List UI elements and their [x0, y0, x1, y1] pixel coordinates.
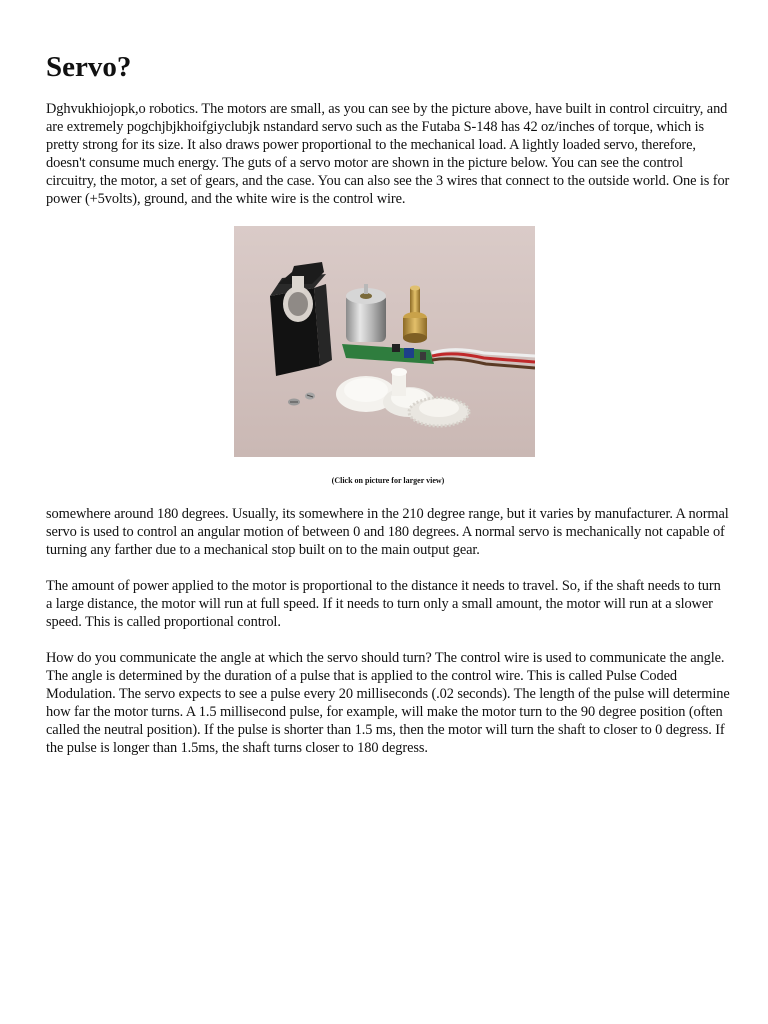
page-title: Servo?	[46, 51, 132, 83]
pulse-paragraph: How do you communicate the angle at which the servo should turn? The control wire is used to communicate the angle. The angle is determined by the duration of a pulse that is applied to the control wire. This is called Pulse Coded Modulation. The servo expects to see a pulse every 20 milliseconds (.02 seconds). The length of the pulse will determine how far the motor turns. A 1.5 millisecond pulse, for example, will make the motor turn to the 90 degree position (often called the neutral position). If the pulse is shorter than 1.5 ms, then the motor will turn the shaft to closer to 0 degress. If the pulse is longer than 1.5ms, the shaft turns closer to 180 degress.	[46, 650, 730, 756]
servo-disassembled-photo	[234, 226, 535, 457]
intro-paragraph: Dghvukhiojopk,o robotics. The motors are small, as you can see by the picture above, have built in control circuitry, and are extremely pogchjbjkhoifgiyclubjk nstandard servo such as the Futaba S-148 has 42 oz/inches of torque, which is pretty strong for its size. It also draws power proportional to the mechanical load. A lightly loaded servo, therefore, doesn't consume much energy. The guts of a servo motor are shown in the picture below. You can see the control circuitry, the motor, a set of gears, and the case. You can also see the 3 wires that connect to the outside world. One is for power (+5volts), ground, and the white wire is the control wire.	[46, 101, 730, 207]
range-paragraph: somewhere around 180 degrees. Usually, its somewhere in the 210 degree range, but it varies by manufacturer. A normal servo is used to control an angular motion of between 0 and 180 degrees. A normal servo is mechanically not capable of turning any farther due to a mechanical stop built on to the main output gear.	[46, 506, 729, 558]
figure-caption: (Click on picture for larger view)	[331, 476, 445, 485]
motor	[346, 284, 386, 342]
servo-photo-link[interactable]	[234, 226, 535, 457]
power-paragraph: The amount of power applied to the motor is proportional to the distance it needs to travel. So, if the shaft needs to turn a large distance, the motor will run at full speed. If it needs to turn only a small amount, the motor will run at a slower speed. This is called proportional control.	[46, 578, 721, 630]
